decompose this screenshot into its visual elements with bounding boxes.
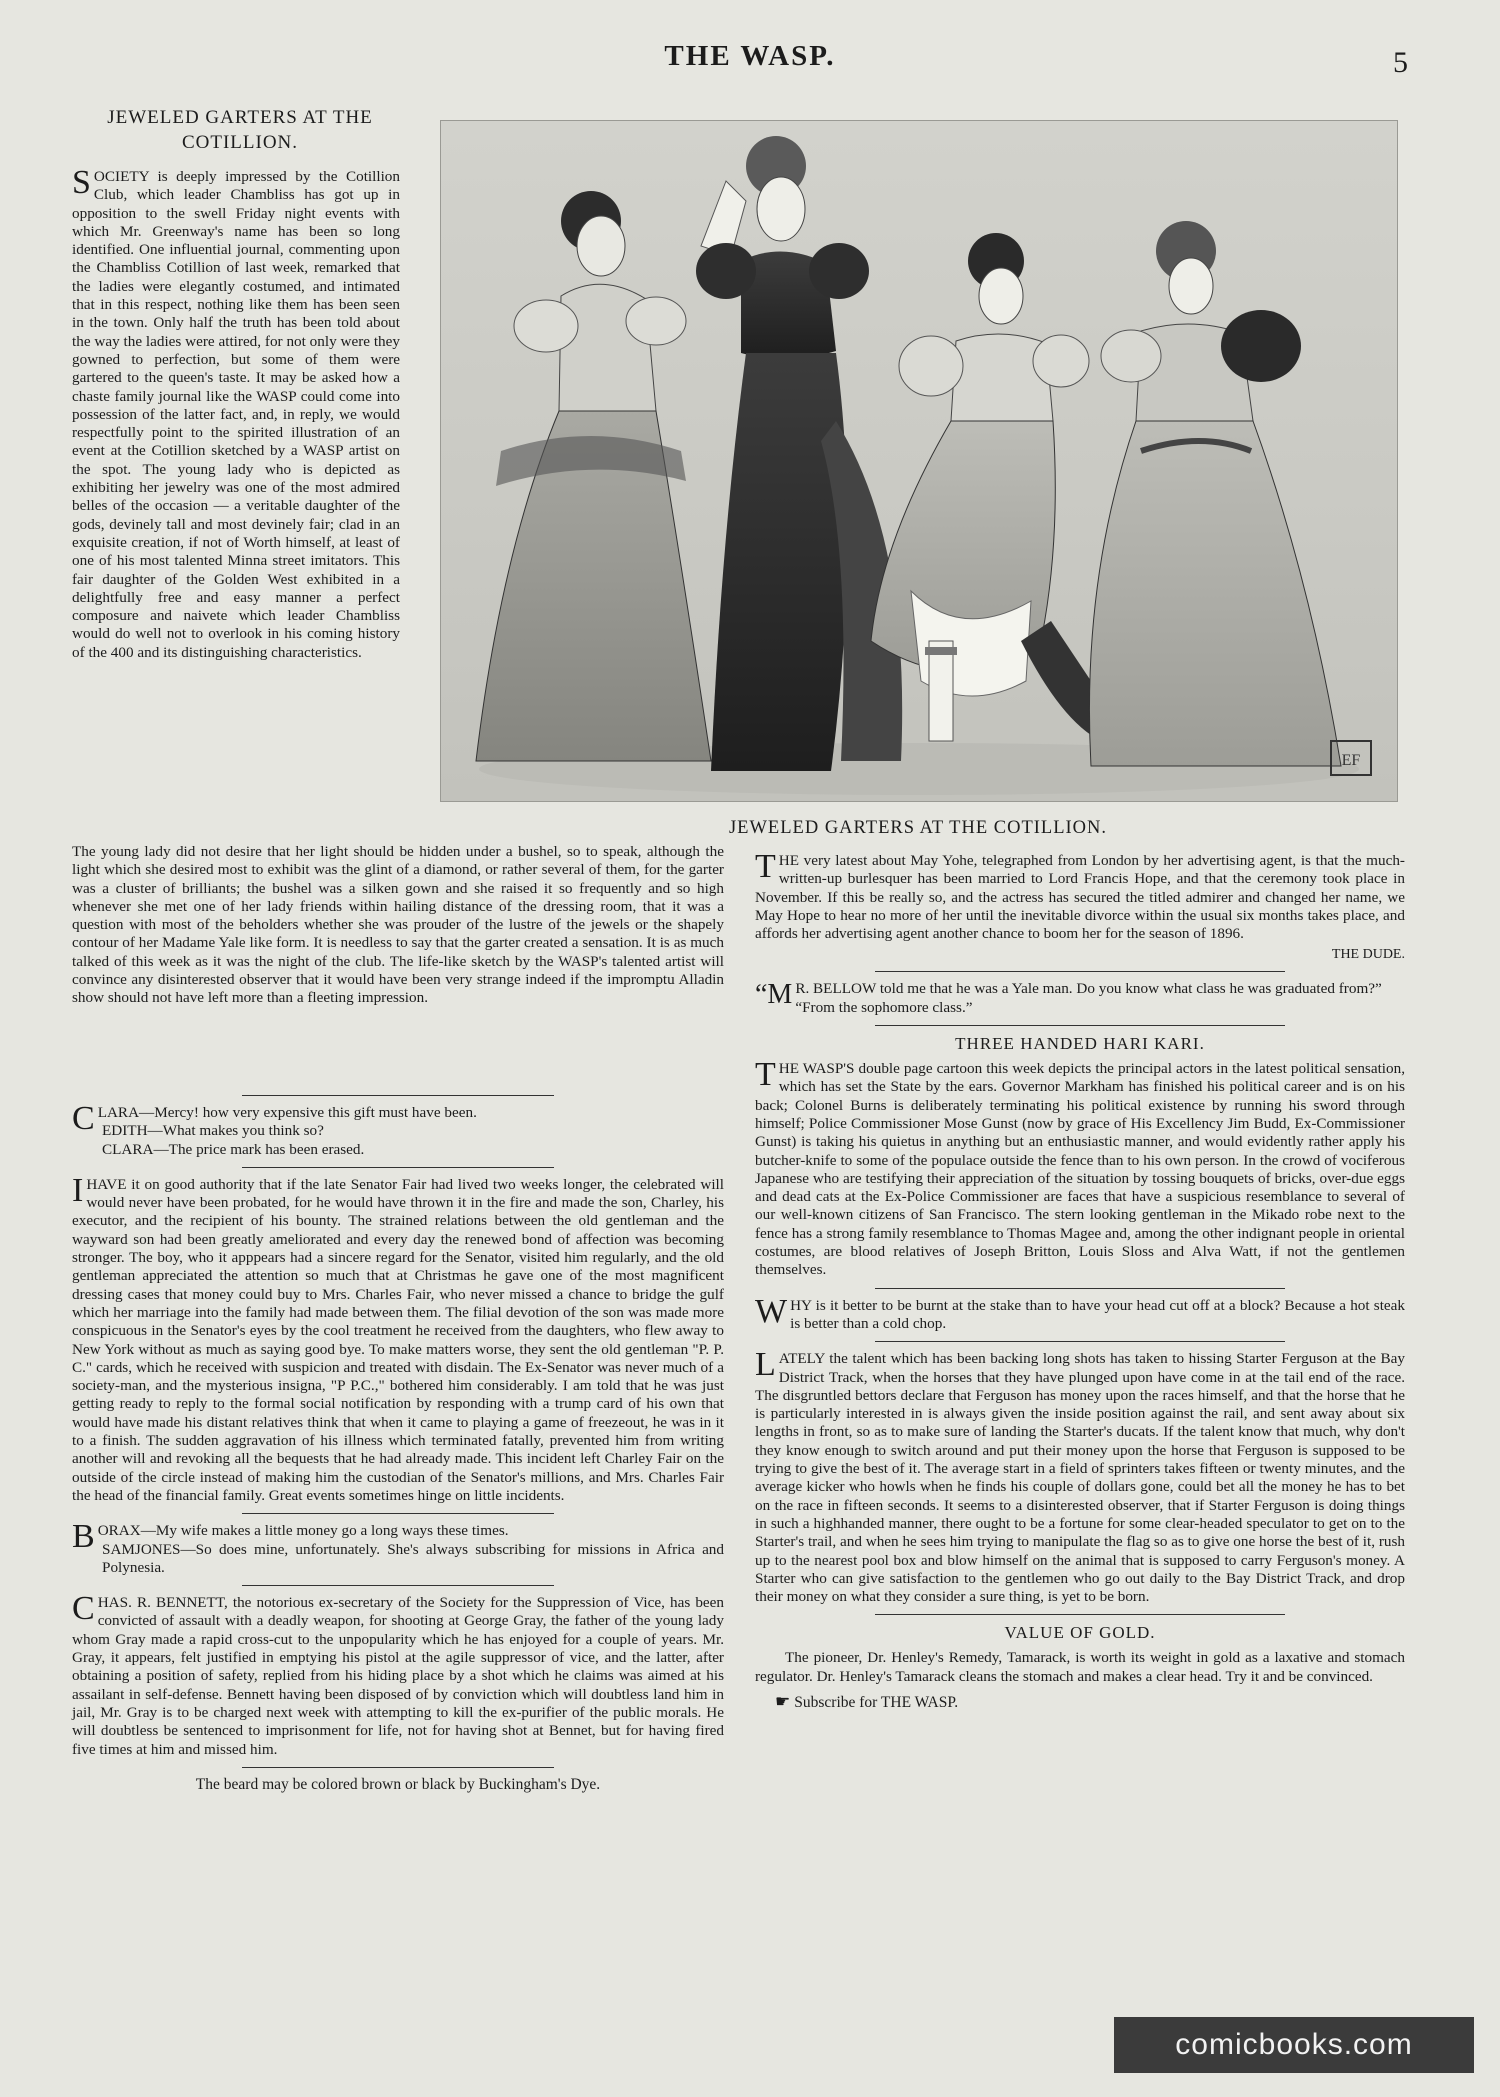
dropcap: C [72, 1100, 95, 1137]
subscribe-text: Subscribe for THE WASP. [794, 1693, 959, 1711]
dropcap: S [72, 164, 91, 201]
clara-joke-line3: CLARA—The price mark has been erased. [102, 1140, 365, 1158]
figure-left [476, 191, 711, 761]
illustration-drawing [441, 121, 1397, 801]
hari-kari-article: THE WASP'S double page cartoon this week depicts the principal actors in the latest political sensation, which has set the State by the ears. Governor Markham has finished his political career and is on his back; Colonel Burns is deliberately terminating his political existence by running his sword through himself; Police Commissioner Mose Gunst (now by grace of His Excellency Jim Budd, Ex-Commissioner Gunst) is taking his quietus in anything but an enthusiastic manner, and would evidently rather apply his butcher-knife to some of the populace outside the fence than to his own person. In the crowd of vociferous Japanese who are testifying their appreciation of the situation by tossing bouquets of bricks, over-due eggs and dead cats at the Ex-Police Commissioner are faces that have a suspicious resemblance to several of our well-known citizens of San Francisco. The stern looking gentleman in the Mikado robe next to the fence has a strong family resemblance to Thomas Magee and, among the other indignant people in oriental costumes, are blood relatives of Joseph Britton, Louis Sloss and Alva Watt, if not the gentlemen themselves. [755, 1056, 1405, 1279]
borax-joke: BORAX—My wife makes a little money go a long ways these times. [72, 1518, 509, 1556]
divider [875, 1025, 1285, 1026]
hari-kari-title: THREE HANDED HARI KARI. [955, 1034, 1205, 1054]
dropcap: T [755, 848, 776, 885]
dropcap: W [755, 1292, 788, 1330]
divider [242, 1585, 554, 1586]
divider [875, 1288, 1285, 1289]
divider [875, 1341, 1285, 1342]
dropcap: I [72, 1171, 84, 1209]
dropcap: T [755, 1056, 776, 1094]
divider [875, 1614, 1285, 1615]
watermark: comicbooks.com [1114, 2017, 1474, 2073]
masthead: THE WASP. [664, 40, 836, 72]
borax-joke-reply: SAMJONES—So does mine, unfortunately. She's always subscribing for missions in Africa and Polynesia. [102, 1540, 724, 1576]
main-article-paragraph-continued: The young lady did not desire that her light should be hidden under a bushel, so to speak, although the light which she desired most to exhibit was the glint of a diamond, or rather several of them, for the garter was a cluster of brilliants; the bushel was a silken gown and she raised it so frequently and so high whenever she met one of her lady friends within hailing distance of the dressing room, that it was a question with most of the beholders whether she was prouder of the lustre of the jewels or the shapely contour of her Madame Yale like form. It is needless to say that the garter created a sensation. It is as much talked of this week as it was the night of the club. The life-like sketch by the WASP's talented artist will convince any disinterested observer that it would have been very strange indeed if the impromptu Alladin show should not have left more than a fleeting impression. [72, 843, 724, 1007]
bellow-joke-reply: “From the sophomore class.” [795, 998, 973, 1016]
figure-right [1089, 221, 1341, 766]
divider [242, 1167, 554, 1168]
dropcap: L [755, 1346, 776, 1384]
main-article-paragraph: SOCIETY is deeply impressed by the Cotillion Club, which leader Chambliss has got up in opposition to the swell Friday night events with which Mr. Greenway's name has been so long identified. One influential journal, commenting upon the Chambliss Cotillion of last week, remarked that the ladies were elegantly costumed, and intimated that in this respect, nothing like them has been seen in the town. Only half the truth has been told about the way the ladies were attired, for not only were they gowned to perfection, but some of them were gartered to the queen's taste. It may be asked how a chaste family journal like the WASP could come into possession of the latter fact, and, in reply, we would respectfully point to the spirited illustration of an event at the Cotillion sketched by a WASP artist on the spot. The young lady who is depicted as exhibiting her jewelry was one of the most admired belles of the occasion — a veritable daughter of the gods, devinely tall and most devinely fair; clad in an exquisite creation, if not of Worth himself, at least of one of his most talented Minna street imitators. This fair daughter of the Golden West exhibited in a delightfully free and easy manner a perfect composure and naivete which leader Chambliss would do well not to overlook in his coming history of the 400 and its distinguishing characteristics. [72, 164, 400, 661]
divider [242, 1767, 554, 1768]
page-number: 5 [1393, 46, 1408, 79]
fair-article: IHAVE it on good authority that if the late Senator Fair had lived two weeks longer, the celebrated will would never have been probated, for he would have thrown it in the fire and made the son, Charley, his executor, and the recipient of his bounty. The strained relations between the old gentleman and the wayward son had been greatly ameliorated and every day the renewed bond of affection was becoming stronger. The boy, who it apppears had a sincere regard for the Senator, visited him regularly, and the old gentleman appreciated the attention so much that at Christmas he gave one of the most magnificent dressing cases that money could buy to Mrs. Charles Fair, who never missed a chance to bridge the gulf which her marriage into the family had made between them. The filial devotion of the son was made more conspicuous in the Senator's eyes by the cool treatment he received from the daughters, who flew away to New York without as much as saying good bye. To make matters worse, they sent the old gentleman "P. P. C." cards, which he received with suspicion and treated with disdain. The Ex-Senator was never much of a society-man, and the mysterious insigna, "P P.C.," bothered him considerably. I am told that he was just getting ready to reply to the formal social notification by responding with a trump card of his own that would have made his distant relatives think that when it came to playing a game of freezeout, he was in it to a finish. The sudden aggravation of his illness which terminated fatally, prevented him from writing another will and revoking all the bequests that he had already made. This incident left Charley Fair on the outside of the circle instead of making him the custodian of the Senator's millions, and Mrs. Charles Fair the head of the financial family. Great events sometimes hinge on little incidents. [72, 1171, 724, 1504]
cotillion-illustration [440, 120, 1398, 802]
dropcap: B [72, 1518, 95, 1556]
bellow-joke: “M R. BELLOW told me that he was a Yale man. Do you know what class he was graduated from?” [755, 979, 1382, 1011]
left-column-lower [72, 1095, 724, 1794]
dropcap: “M [755, 979, 793, 1011]
right-column [755, 848, 1405, 1712]
beard-dye-ad: The beard may be colored brown or black by Buckingham's Dye. [195, 1775, 601, 1793]
dude-signature: THE DUDE. [1331, 947, 1405, 963]
main-article-title: JEWELED GARTERS AT THE COTILLION. [107, 107, 373, 153]
main-article-body-wide [72, 843, 724, 1008]
value-of-gold-title: VALUE OF GOLD. [1004, 1623, 1156, 1643]
dropcap: C [72, 1590, 95, 1628]
clara-joke: CLARA—Mercy! how very expensive this gift must have been. [72, 1100, 477, 1137]
divider [242, 1095, 554, 1096]
figure-center-dark-gown [696, 136, 902, 771]
divider [242, 1513, 554, 1514]
pointing-hand-icon: ☛ [775, 1691, 791, 1711]
divider [875, 971, 1285, 972]
value-of-gold-ad: The pioneer, Dr. Henley's Remedy, Tamarack, is worth its weight in gold as a laxative and stomach regulator. Dr. Henley's Tamarack cleans the stomach and makes a clear head. Try it and be convinced. [755, 1649, 1405, 1685]
svg-text:EF: EF [1341, 752, 1361, 769]
clara-joke-line2: EDITH—What makes you think so? [102, 1122, 324, 1140]
yohe-article: THE very latest about May Yohe, telegraphed from London by her advertising agent, is that the much-written-up burlesquer has been married to Lord Francis Hope, and that the ceremony took place in November. If this be really so, and the actress has secured the titled admirer and changed her name, we May Hope to hear no more of her until the inevitable divorce within the usual six months takes place, and affords her advertising agent another chance to boom her for the season of 1896. [755, 848, 1405, 943]
subscribe-line [755, 1692, 1405, 1712]
ferguson-article: LATELY the talent which has been backing long shots has taken to hissing Starter Ferguson at the Bay District Track, when the horses that they have plunged upon have come in at the tail end of the race. The disgruntled bettors declare that Ferguson has money upon the races himself, and that the horse that he is particularly interested in is always given the inside position against the rail, and sent away about six lengths in front, so as to make sure of landing the Starter's ducats. If the talent know that much, why don't they know enough to switch around and put their money upon the horse that Ferguson is supposed to be trying to give the best of it. The average start in a field of sprinters takes fifteen or twenty minutes, and the average kicker who howls when he finds his couple of dollars gone, could bet all the money he has to bet on the race in fifteen seconds. It seems to a disinterested observer, that if Starter Ferguson is doing things in such a highhanded manner, there ought to be a fortune for some clear-headed speculator to get on to the Starter's trail, and when he sees him trying to manipulate the flag so as to give one horse the best of it, rush up to the nearest pool box and blow himself on the animal that is supposed to carry Ferguson's money. A Starter who can give satisfaction to the gentlemen who go out daily to the Bay District Track, and drop their money on what they consider a sure thing, is yet to be born. [755, 1346, 1405, 1606]
bennett-article: CHAS. R. BENNETT, the notorious ex-secretary of the Society for the Suppression of Vice, has been convicted of assault with a deadly weapon, for shooting at George Gray, the father of the young lady whom Gray made a rapid cross-cut to the unpopularity which he has enjoyed for a couple of years. Mr. Gray, it appears, felt justified in emptying his pistol at the agile suppressor of vice, and the latter, after obtaining a position of safety, replied from his hiding place by a shot which he claims was aimed at his assailant in self-defense. Bennett having been disposed of by conviction which will doubtless land him in jail, Mr. Gray is to be charged next week with attempting to kill the ex-purifier of the public morals. He will doubtless be sentenced to imprisonment for life, not for having shot at Bennet, but for having fired five times at him and missed him. [72, 1590, 724, 1758]
illustration-caption: JEWELED GARTERS AT THE COTILLION. [728, 818, 1108, 838]
why-joke: WHY is it better to be burnt at the stake than to have your head cut off at a block? Because a hot steak is better than a cold chop. [755, 1292, 1405, 1332]
main-article-body-narrow [72, 164, 400, 662]
